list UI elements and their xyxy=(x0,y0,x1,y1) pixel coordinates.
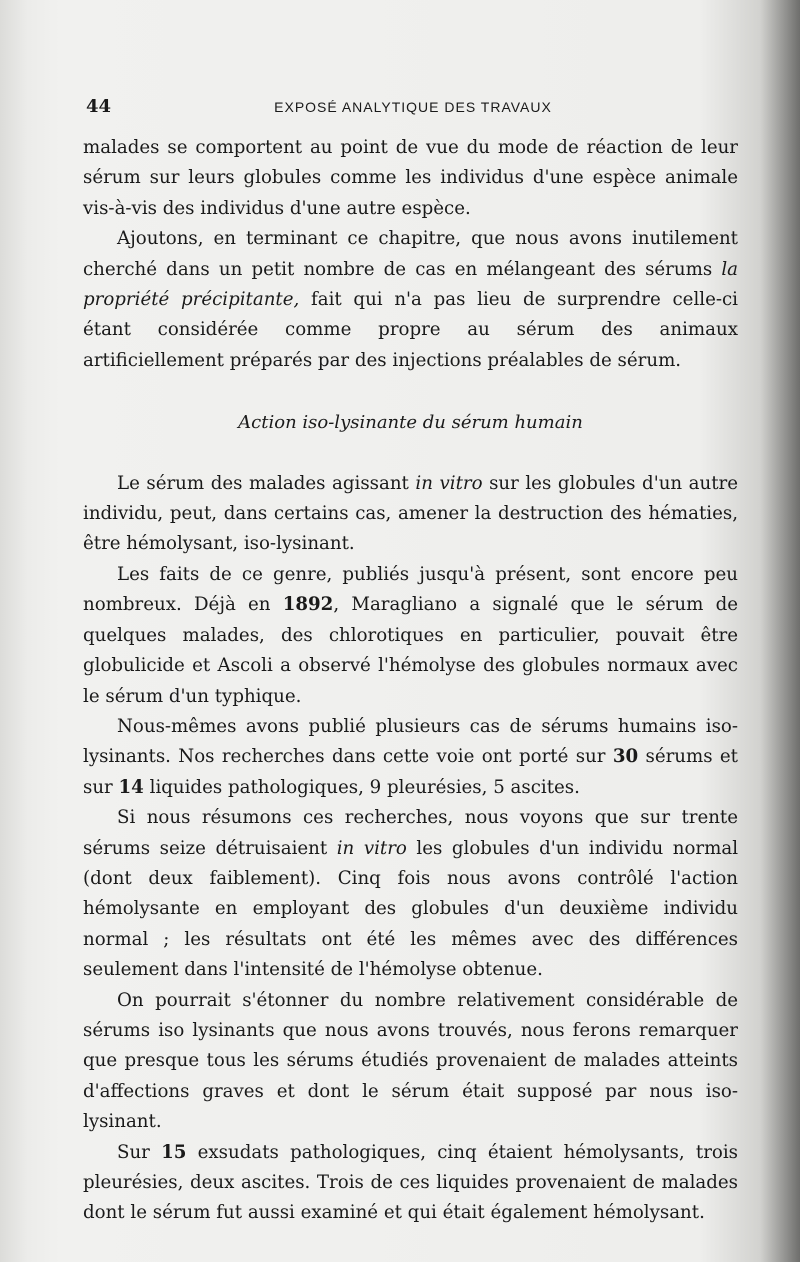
paragraph-6-text-a: Si nous résumons ces recherches, nous voyons que sur trente sérums seize détruisaient xyxy=(83,807,738,859)
paragraph-4-text-b: , Maragliano a signalé que le sérum de quelques malades, des chlorotiques en particulier, pouvait être globulicide et Ascoli a observé l'hémolyse des globules normaux avec le sérum d'un typhique. xyxy=(83,594,738,707)
page-number: 44 xyxy=(86,96,112,117)
paragraph-4 xyxy=(83,560,738,712)
paragraph-3-text-a: Le sérum des malades agissant xyxy=(117,472,416,494)
paragraph-5-text-a: Nous-mêmes avons publié plusieurs cas de sérums humains iso-lysinants. Nos recherches dans cette voie ont porté sur xyxy=(83,715,738,768)
paragraph-8-count: 15 xyxy=(161,1141,187,1163)
paragraph-4-text-a: Les faits de ce genre, publiés jusqu'à présent, sont encore peu nombreux. Déjà en xyxy=(83,563,738,616)
paragraph-3 xyxy=(83,469,738,560)
paragraph-4-year: 1892 xyxy=(282,594,334,616)
paragraph-6 xyxy=(83,803,738,985)
paragraph-2-text-b: fait qui n'a pas lieu de surprendre celle-ci étant considérée comme propre au sérum des animaux artificiellement préparés par des injections préalables de sérum. xyxy=(83,289,738,371)
paragraph-7: On pourrait s'étonner du nombre relativement considérable de sérums iso lysinants que nous avons trouvés, nous ferons remarquer que presque tous les sérums étudiés provenaient de malades atteints d'affections graves et dont le sérum était supposé par nous iso-lysinant. xyxy=(83,989,738,1133)
page-header xyxy=(86,96,740,118)
paragraph-5-count-serums: 30 xyxy=(612,746,639,768)
page-body xyxy=(83,133,738,1229)
paragraph-2 xyxy=(83,224,738,376)
paragraph-6-text-b: les globules d'un individu normal (dont deux faiblement). Cinq fois nous avons contrôlé l'action hémolysante en employant des globules d'un deuxième individu normal ; les résultats ont été les mêmes avec des différences seulement dans l'intensité de l'hémolyse obtenue. xyxy=(83,837,739,981)
paragraph-3-emphasis: in vitro xyxy=(415,472,483,494)
paragraph-5 xyxy=(83,712,738,803)
paragraph-5-count-liquids: 14 xyxy=(118,776,144,798)
paragraph-3-text-b: sur les globules d'un autre individu, peut, dans certains cas, amener la destruction des hématies, être hémolysant, iso-lysinant. xyxy=(83,472,738,555)
paragraph-1: malades se comportent au point de vue du mode de réaction de leur sérum sur leurs globules comme les individus d'une espèce animale vis-à-vis des individus d'une autre espèce. xyxy=(83,137,738,219)
paragraph-5-text-b: sérums et sur xyxy=(83,746,738,798)
paragraph-2-emphasis: la propriété précipitante, xyxy=(83,258,738,311)
paragraph-8 xyxy=(83,1138,738,1229)
paragraph-8-text-a: Sur xyxy=(117,1141,162,1163)
running-head: EXPOSÉ ANALYTIQUE DES TRAVAUX xyxy=(274,99,552,115)
paragraph-2-text-a: Ajoutons, en terminant ce chapitre, que nous avons inutilement cherché dans un petit nombre de cas en mélangeant des sérums xyxy=(83,228,738,280)
paragraph-6-emphasis: in vitro xyxy=(336,837,407,859)
paragraph-8-text-b: exsudats pathologiques, cinq étaient hémolysants, trois pleurésies, deux ascites. Trois de ces liquides provenaient de malades dont le sérum fut aussi examiné et qui était également hémolysant. xyxy=(83,1141,738,1224)
section-heading: Action iso-lysinante du sérum humain xyxy=(238,412,583,434)
paragraph-5-text-c: liquides pathologiques, 9 pleurésies, 5 ascites. xyxy=(143,776,580,798)
